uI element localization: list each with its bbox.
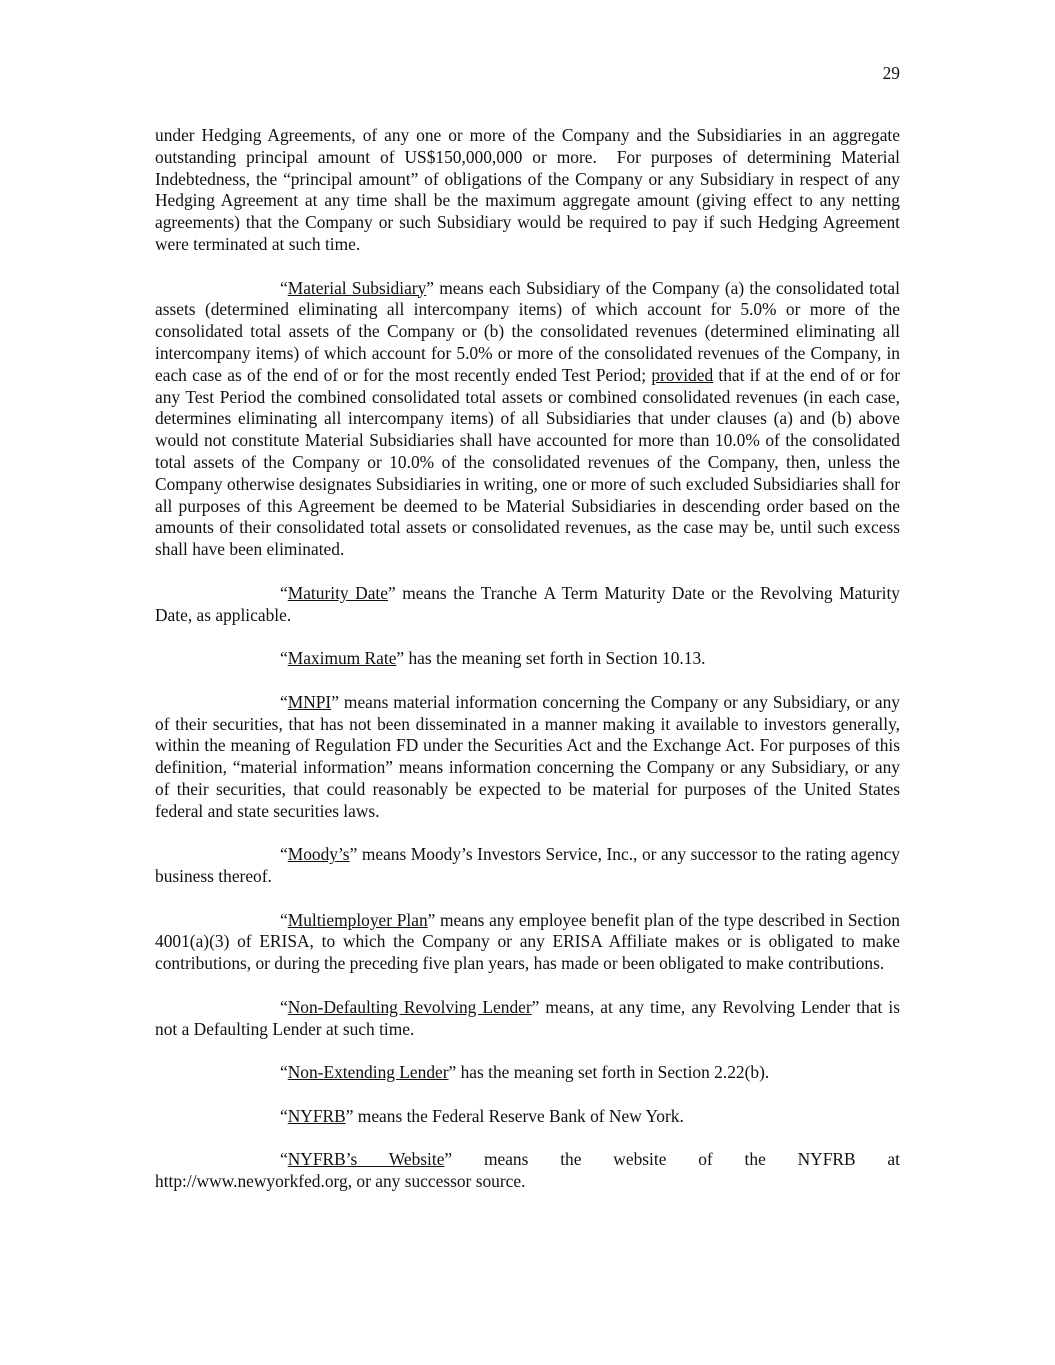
definition-moodys: “Moody’s” means Moody’s Investors Service, Inc., or any successor to the rating agency business thereof. [155, 844, 900, 887]
definition-mnpi: “MNPI” means material information concerning the Company or any Subsidiary, or any of their securities, that has not been disseminated in a manner making it available to investors generally, within the meaning of Regulation FD under the Securities Act and the Exchange Act. For purposes of this definition, “material information” means information concerning the Company or any Subsidiary, or any of their securities, that could reasonably be expected to be material for purposes of the United States federal and state securities laws. [155, 691, 900, 821]
definition-text: ” means the Federal Reserve Bank of New York. [345, 1105, 684, 1126]
definition-nyfrbs-website-continued: http://www.newyorkfed.org, or any successor source. [155, 1171, 526, 1192]
definition-text: ” means Moody’s Investors Service, Inc., or any successor to the rating agency business thereof. [155, 844, 900, 887]
definition-text: ” has the meaning set forth in Section 2.22(b). [448, 1062, 770, 1083]
definition-maximum-rate: “Maximum Rate” has the meaning set forth in Section 10.13. [280, 648, 706, 669]
definition-text: ” means the Tranche A Term Maturity Date or the Revolving Maturity Date, as applicable. [155, 582, 900, 625]
definition-maturity-date: “Maturity Date” means the Tranche A Term Maturity Date or the Revolving Maturity Date, as applicable. [155, 582, 900, 625]
definition-text: ” means material information concerning the Company or any Subsidiary, or any of their securities, that has not been disseminated in a manner making it available to investors generally, within the meaning of Regulation FD under the Securities Act and the Exchange Act. For purposes of this definition, “material information” means information concerning the Company or any Subsidiary, or any of their securities, that could reasonably be expected to be material for purposes of the United States federal and state securities laws. [155, 691, 900, 821]
definition-multiemployer-plan: “Multiemployer Plan” means any employee benefit plan of the type described in Section 4001(a)(3) of ERISA, to which the Company or any ERISA Affiliate makes or is obligated to make contributions, or during the preceding five plan years, has made or been obligated to make contributions. [155, 909, 900, 974]
proviso-keyword: provided [651, 364, 714, 385]
intro-paragraph: under Hedging Agreements, of any one or more of the Company and the Subsidiaries in an aggregate outstanding principal amount of US$150,000,000 or more. For purposes of determining Material Indebtedness, the “principal amount” of obligations of the Company or any Subsidiary in respect of any Hedging Agreement at any time shall be the maximum aggregate amount (giving effect to any netting agreements) that the Company or such Subsidiary would be required to pay if such Hedging Agreement were terminated at such time. [155, 125, 900, 254]
defined-term: Maximum Rate [287, 648, 397, 669]
defined-term: NYFRB’s Website [287, 1149, 445, 1170]
defined-term: NYFRB [287, 1105, 346, 1126]
defined-term: Moody’s [287, 844, 350, 865]
definition-text: ” means the website of the NYFRB at [444, 1149, 900, 1170]
defined-term: Maturity Date [287, 582, 388, 603]
definition-text: ” means any employee benefit plan of the type described in Section 4001(a)(3) of ERISA, to which the Company or any ERISA Affiliate makes or is obligated to make contributions, or during the preceding five plan years, has made or been obligated to make contributions. [155, 909, 900, 974]
definition-non-extending-lender: “Non-Extending Lender” has the meaning set forth in Section 2.22(b). [280, 1062, 770, 1083]
defined-term: Non-Extending Lender [287, 1062, 449, 1083]
definition-nyfrbs-website: “NYFRB’s Website” means the website of the NYFRB at [280, 1149, 900, 1170]
defined-term: Material Subsidiary [287, 277, 427, 298]
definition-text-continued: that if at the end of or for any Test Period the combined consolidated total assets or combined consolidated revenues (in each case, determines eliminating all intercompany items) of all Subsidiaries that under clauses (a) and (b) above would not constitute Material Subsidiaries shall have accounted for more than 10.0% of the consolidated total assets of the Company or 10.0% of the consolidated revenues of the Company, then, unless the Company otherwise designates Subsidiaries in writing, one or more of such excluded Subsidiaries shall for all purposes of this Agreement be deemed to be Material Subsidiaries in descending order based on the amounts of their consolidated total assets or consolidated revenues, as the case may be, until such excess shall have been eliminated. [155, 364, 901, 560]
definition-text: ” means, at any time, any Revolving Lender that is not a Defaulting Lender at such time. [155, 996, 900, 1039]
defined-term: Non-Defaulting Revolving Lender [287, 996, 532, 1017]
document-body [155, 125, 900, 1215]
page-number: 29 [882, 63, 900, 83]
definition-text: ” means each Subsidiary of the Company (a) the consolidated total assets (determined eliminating all intercompany items) of which account for 5.0% or more of the consolidated total assets of the Company or (b) the consolidated revenues (determined eliminating all intercompany items) of which account for 5.0% or more of the consolidated revenues of the Company, in each case as of the end of or for the most recently ended Test Period; [155, 277, 900, 385]
definition-non-defaulting-revolving-lender: “Non-Defaulting Revolving Lender” means, at any time, any Revolving Lender that is not a Defaulting Lender at such time. [155, 996, 900, 1039]
definition-nyfrb: “NYFRB” means the Federal Reserve Bank of New York. [280, 1105, 684, 1126]
defined-term: MNPI [287, 691, 332, 712]
definition-material-subsidiary: “Material Subsidiary” means each Subsidiary of the Company (a) the consolidated total assets (determined eliminating all intercompany items) of which account for 5.0% or more of the consolidated total assets of the Company or (b) the consolidated revenues (determined eliminating all intercompany items) of which account for 5.0% or more of the consolidated revenues of the Company, in each case as of the end of or for the most recently ended Test Period; provided that if at the end of or for any Test Period the combined consolidated total assets or combined consolidated revenues (in each case, determines eliminating all intercompany items) of all Subsidiaries that under clauses (a) and (b) above would not constitute Material Subsidiaries shall have accounted for more than 10.0% of the consolidated total assets of the Company or 10.0% of the consolidated revenues of the Company, then, unless the Company otherwise designates Subsidiaries in writing, one or more of such excluded Subsidiaries shall for all purposes of this Agreement be deemed to be Material Subsidiaries in descending order based on the amounts of their consolidated total assets or consolidated revenues, as the case may be, until such excess shall have been eliminated. [155, 277, 901, 560]
definition-text: ” has the meaning set forth in Section 10.13. [396, 648, 706, 669]
defined-term: Multiemployer Plan [287, 909, 428, 930]
